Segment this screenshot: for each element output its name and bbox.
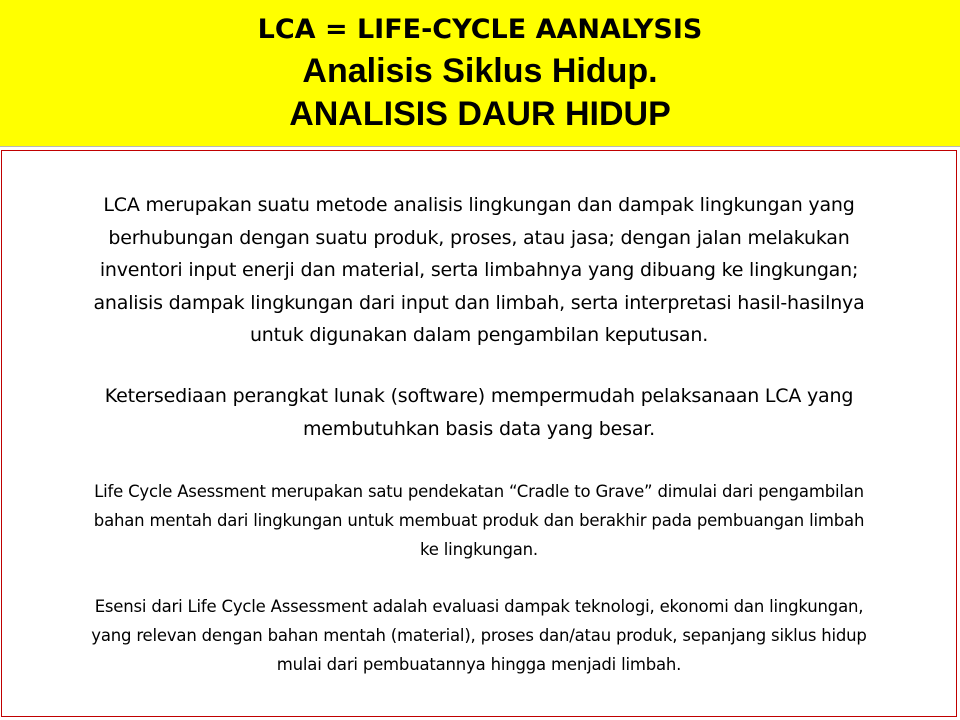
text-line: membutuhkan basis data yang besar. [302,417,656,440]
paragraph-definition [2,189,956,352]
text-line: inventori input enerji dan material, serta limbahnya yang dibuang ke lingkungan; [99,259,859,281]
text-line: LCA merupakan suatu metode analisis lingkungan dan dampak lingkungan yang [103,194,855,216]
title-subheading-2: ANALISIS DAUR HIDUP [289,95,671,133]
paragraph-software [2,380,956,445]
title-subheading: Analisis Siklus Hidup. [302,52,658,90]
content-box [1,150,957,717]
paragraph-cradle-to-grave [2,477,956,564]
text-line: ke lingkungan. [420,540,538,559]
text-line: yang relevan dengan bahan mentah (material), proses dan/atau produk, sepanjang siklus hidup [91,626,867,645]
text-line: Life Cycle Asessment merupakan satu pendekatan “Cradle to Grave” dimulai dari pengambilan [94,482,864,501]
text-line: analisis dampak lingkungan dari input dan limbah, serta interpretasi hasil-hasilnya [93,291,865,314]
text-line: untuk digunakan dalam pengambilan keputusan. [249,324,709,346]
title-box [0,0,960,147]
title-heading: LCA = LIFE-CYCLE AANALYSIS [257,14,703,45]
paragraph-essence [2,592,956,679]
text-line: Ketersediaan perangkat lunak (software) mempermudah pelaksanaan LCA yang [104,385,854,407]
text-line: Esensi dari Life Cycle Assessment adalah evaluasi dampak teknologi, ekonomi dan lingkungan, [94,597,864,616]
text-line: berhubungan dengan suatu produk, proses, atau jasa; dengan jalan melakukan [108,226,850,249]
text-line: mulai dari pembuatannya hingga menjadi limbah. [276,655,682,674]
text-line: bahan mentah dari lingkungan untuk membuat produk dan berakhir pada pembuangan limbah [93,511,865,530]
